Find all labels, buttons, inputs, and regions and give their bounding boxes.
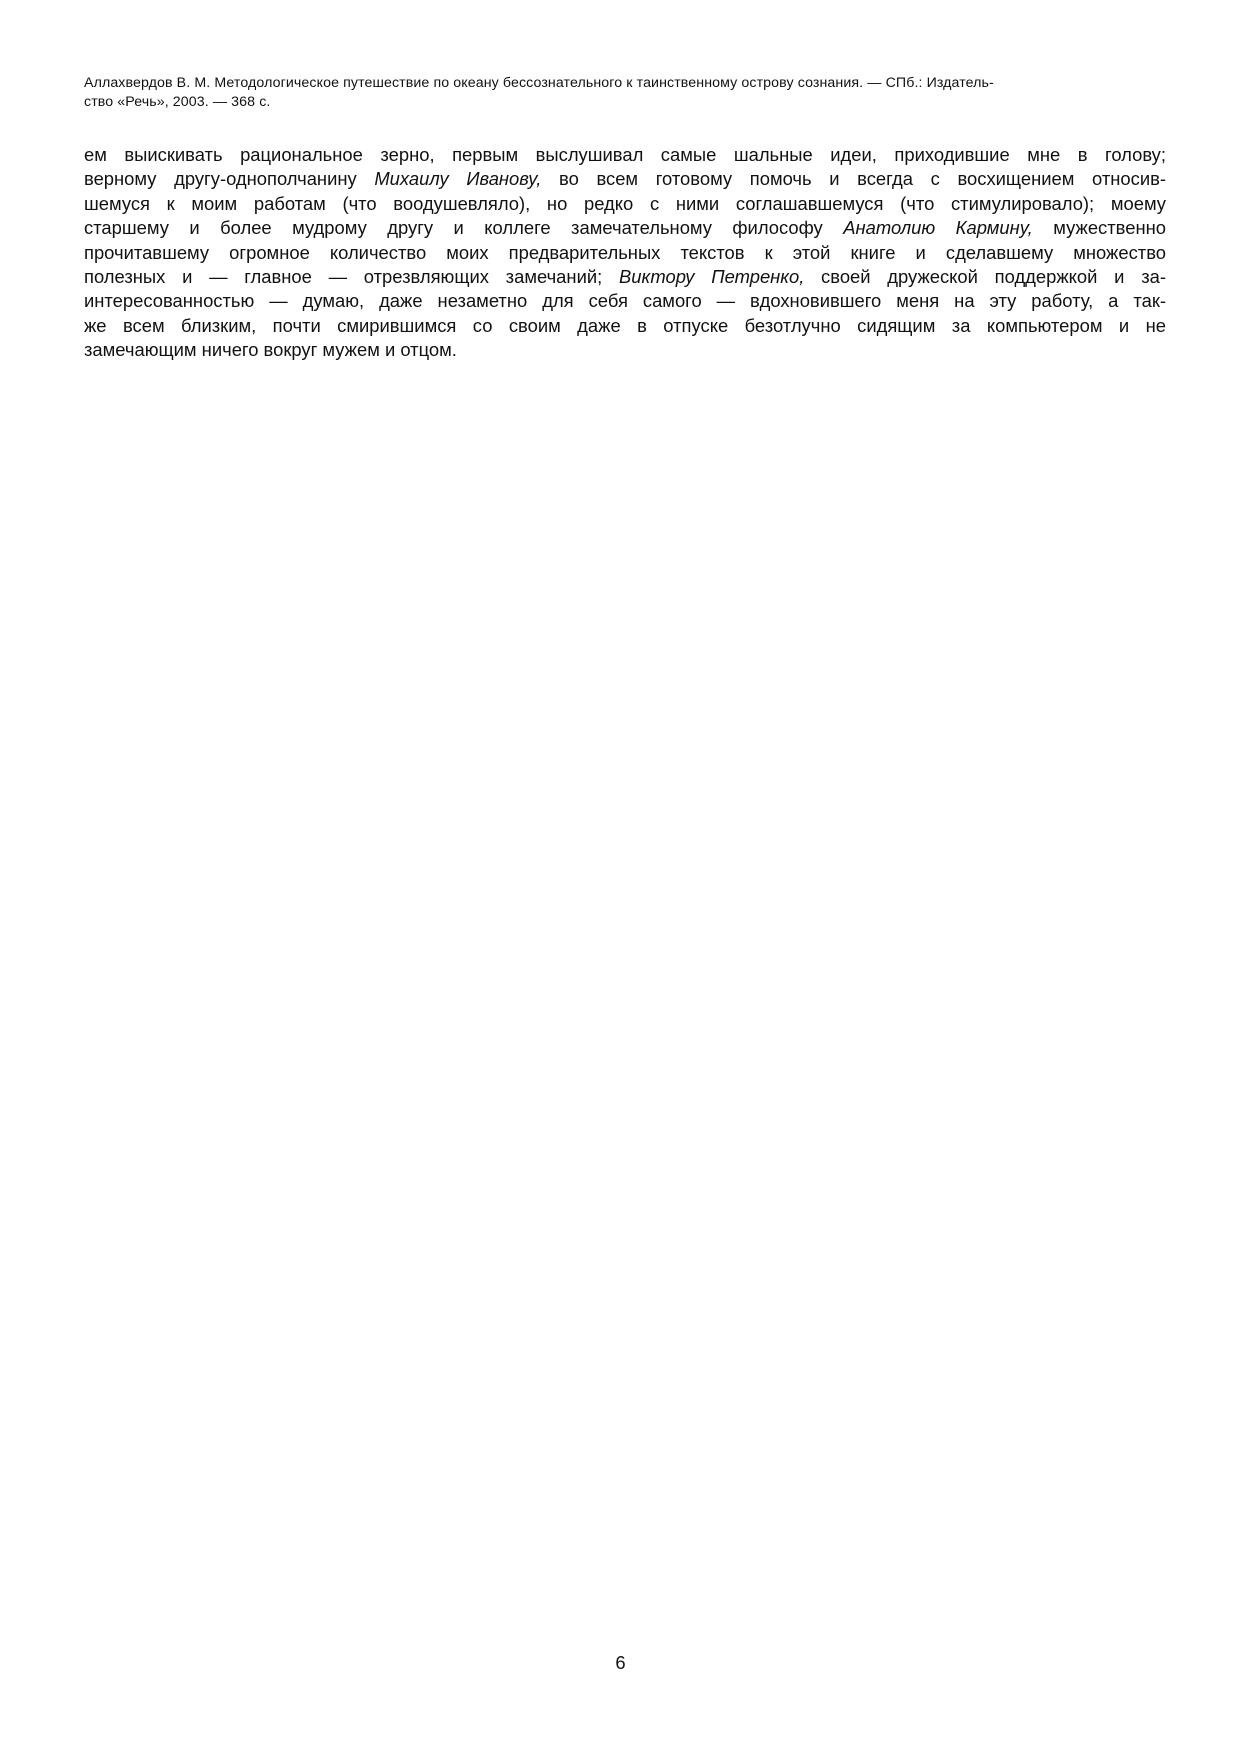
body-line: полезных и — главное — отрезвляющих замечаний; Виктору Петренко, своей дружеской поддержкой и за- [84, 266, 1166, 288]
person-name: Виктору Петренко, [618, 266, 805, 288]
body-line: старшему и более мудрому другу и коллеге замечательному философу Анатолию Кармину, мужественно [84, 217, 1166, 239]
body-line: же всем близким, почти смирившимся со своим даже в отпуске безотлучно сидящим за компьютером и не [84, 314, 1166, 336]
person-name: Михаилу Иванову, [374, 168, 542, 190]
body-line: шемуся к моим работам (что воодушевляло), но редко с ними соглашавшемуся (что стимулировало); моему [84, 192, 1166, 214]
person-name: Анатолию Кармину, [843, 217, 1033, 239]
body-line: ем выискивать рациональное зерно, первым выслушивал самые шальные идеи, приходившие мне в голову; [84, 144, 1166, 165]
body-line: прочитавшему огромное количество моих предварительных текстов к этой книге и сделавшему множество [84, 241, 1166, 263]
header-line: ство «Речь», 2003. — 368 с. [84, 94, 271, 110]
body-paragraph [84, 143, 1166, 363]
body-line: верному другу-однополчанину Михаилу Иванову, во всем готовому помочь и всегда с восхищением относив- [84, 168, 1167, 190]
bibliographic-header [84, 74, 1166, 112]
header-line: Аллахвердов В. М. Методологическое путешествие по океану бессознательного к таинственному острову сознания. — СПб.: Издатель- [84, 75, 994, 91]
page-number: 6 [615, 1652, 626, 1673]
body-line: интересованностью — думаю, даже незаметно для себя самого — вдохновившего меня на эту работу, а так- [84, 290, 1166, 312]
body-line: замечающим ничего вокруг мужем и отцом. [84, 339, 457, 361]
